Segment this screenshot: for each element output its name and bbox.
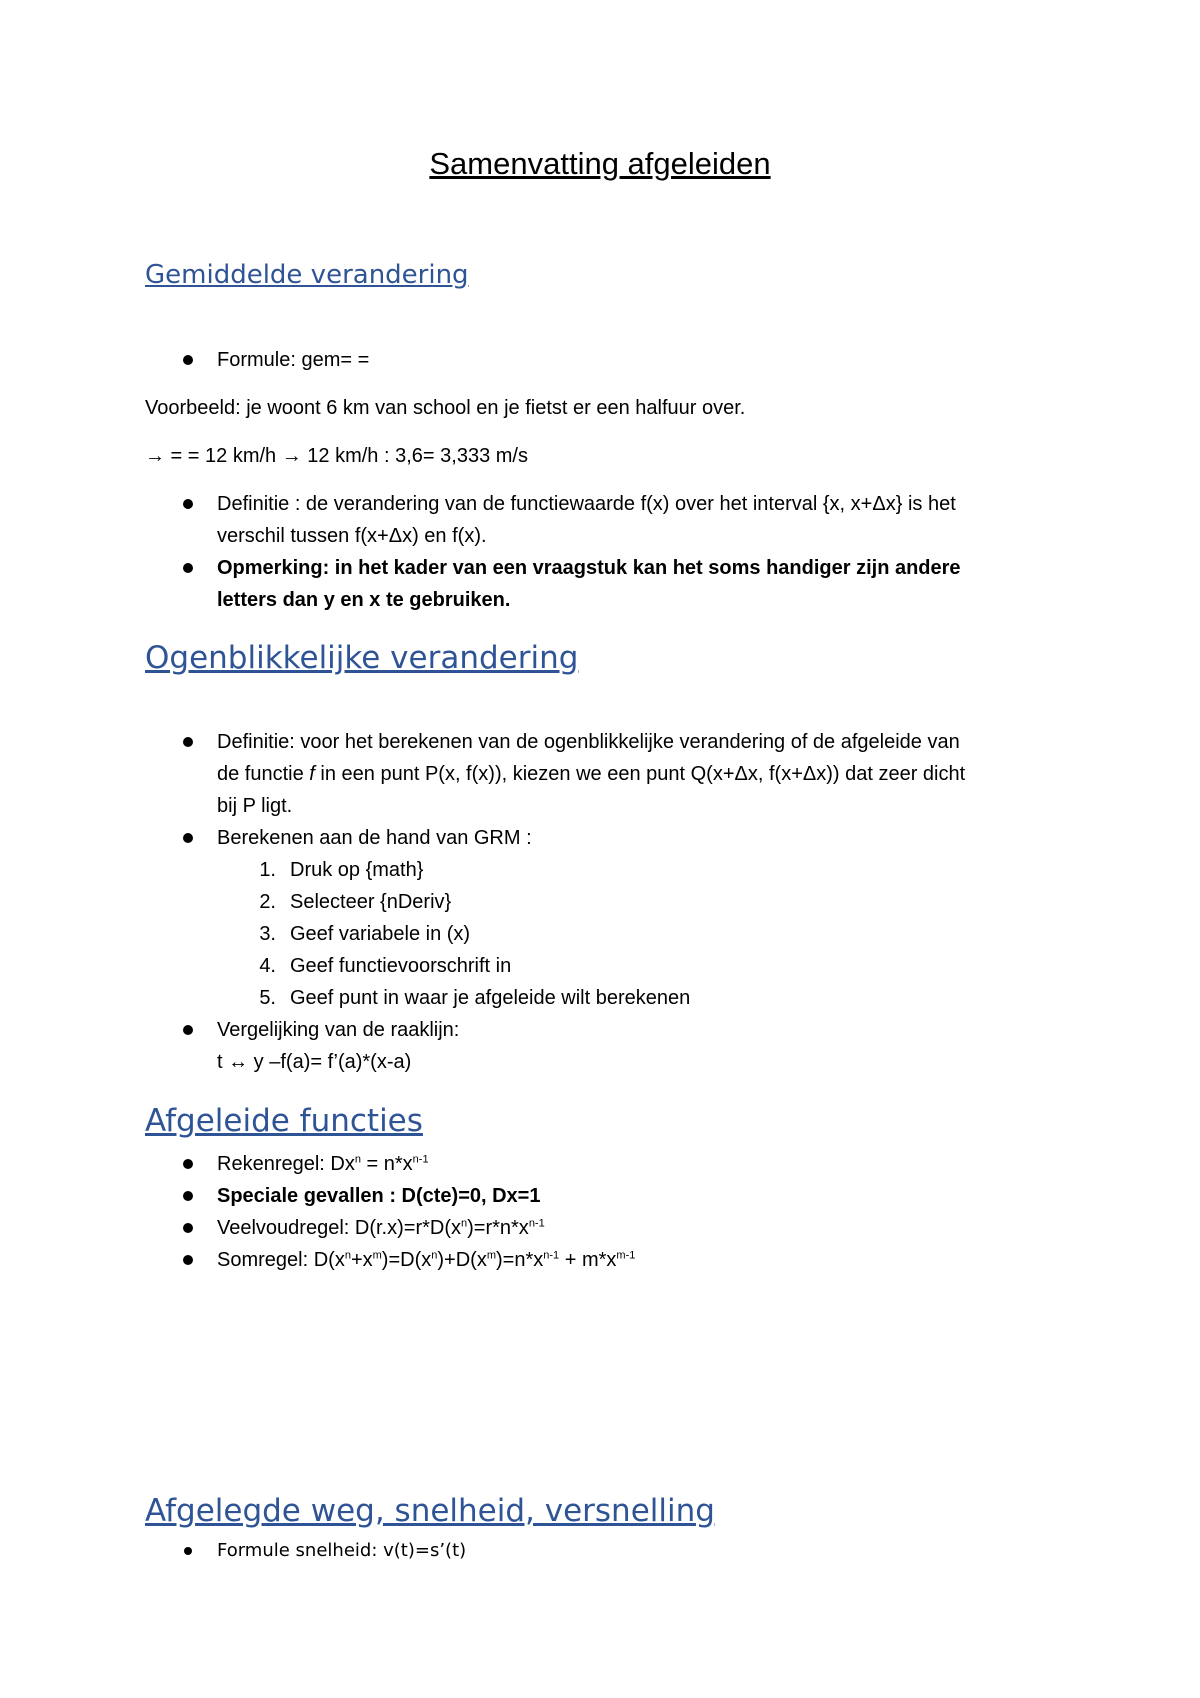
page-title: Samenvatting afgeleiden: [429, 146, 771, 181]
exponent: n: [460, 1217, 468, 1230]
arrow-icon: →: [145, 445, 165, 467]
opmerking-line-1: Opmerking: in het kader van een vraagstuk kan het soms handiger zijn andere: [217, 557, 961, 579]
exponent: n: [354, 1153, 361, 1166]
raaklijn-line-1: Vergelijking van de raaklijn:: [217, 1019, 460, 1041]
exponent: n-1: [543, 1249, 560, 1262]
exponent: n-1: [412, 1153, 429, 1166]
rekenregel-text: Rekenregel: Dx: [217, 1153, 355, 1175]
step-number: 1.: [259, 859, 276, 881]
raaklijn-line-2: t ↔ y –f(a)= f’(a)*(x-a): [217, 1051, 412, 1073]
rekenregel: [217, 1148, 429, 1180]
exponent: m: [486, 1249, 496, 1262]
exponent: n: [431, 1249, 438, 1262]
step-number: 5.: [259, 987, 276, 1009]
bullet-icon: [183, 833, 193, 843]
bullet-icon: [183, 1191, 193, 1201]
exponent: m-1: [616, 1249, 636, 1262]
veelvoud-text: Veelvoudregel: D(r.x)=r*D(x: [217, 1217, 461, 1239]
som-text: )=n*x: [496, 1249, 544, 1271]
somregel: [217, 1244, 635, 1276]
opmerking-line-2: letters dan y en x te gebruiken.: [217, 589, 511, 611]
formule-snelheid: Formule snelheid: v(t)=s’(t): [217, 1540, 467, 1561]
calc-part-1: = = 12 km/h: [165, 445, 282, 467]
som-text: + m*x: [559, 1249, 617, 1271]
step-text: Druk op {math}: [290, 859, 424, 881]
bullet-icon: [184, 1547, 192, 1555]
speciale-gevallen: Speciale gevallen : D(cte)=0, Dx=1: [217, 1185, 541, 1207]
step-text: Geef functievoorschrift in: [290, 955, 512, 977]
rekenregel-text: = n*x: [360, 1153, 413, 1175]
voorbeeld-text: Voorbeeld: je woont 6 km van school en je fietst er een halfuur over.: [145, 397, 746, 419]
def-text-a: de functie: [217, 763, 310, 785]
arrow-icon: →: [281, 445, 302, 467]
exponent: n: [344, 1249, 351, 1262]
calc-part-2: 12 km/h : 3,6= 3,333 m/s: [301, 445, 528, 467]
som-text: )+D(x: [437, 1249, 487, 1271]
grm-text: Berekenen aan de hand van GRM :: [217, 827, 532, 849]
bullet-icon: [183, 563, 193, 573]
bullet-icon: [183, 1159, 193, 1169]
som-text: )=D(x: [381, 1249, 432, 1271]
def-text-b: in een punt P(x, f(x)), kiezen we een punt Q(x+Δx, f(x+Δx)) dat zeer dicht: [314, 763, 966, 785]
heading-afgeleide-functies: Afgeleide functies: [145, 1103, 423, 1139]
heading-ogenblikkelijke-verandering: Ogenblikkelijke verandering: [145, 640, 579, 676]
formule-gem: Formule: gem= =: [217, 349, 370, 371]
heading-gemiddelde-verandering: Gemiddelde verandering: [145, 260, 469, 290]
bullet-icon: [183, 499, 193, 509]
bullet-icon: [183, 737, 193, 747]
bullet-icon: [183, 355, 193, 365]
step-number: 3.: [259, 923, 276, 945]
bullet-icon: [183, 1223, 193, 1233]
exponent: n-1: [528, 1217, 545, 1230]
step-text: Geef punt in waar je afgeleide wilt berekenen: [290, 987, 691, 1009]
step-text: Selecteer {nDeriv}: [290, 891, 452, 913]
definitie-gem-line-2: verschil tussen f(x+Δx) en f(x).: [217, 525, 487, 547]
exponent: m: [372, 1249, 382, 1262]
heading-afgelegde-weg: Afgelegde weg, snelheid, versnelling: [145, 1493, 715, 1529]
step-text: Geef variabele in (x): [290, 923, 471, 945]
definitie-ogen-line-2: [217, 758, 965, 790]
calc-line: [145, 440, 528, 472]
som-text: +x: [350, 1249, 373, 1271]
def-function-f: f: [309, 763, 315, 785]
step-number: 2.: [259, 891, 276, 913]
bullet-icon: [183, 1255, 193, 1265]
definitie-gem-line-1: Definitie : de verandering van de functiewaarde f(x) over het interval {x, x+Δx} is het: [217, 493, 956, 515]
veelvoudregel: [217, 1212, 545, 1244]
veelvoud-text: )=r*n*x: [467, 1217, 529, 1239]
definitie-ogen-line-3: bij P ligt.: [217, 795, 293, 817]
som-text: Somregel: D(x: [217, 1249, 345, 1271]
step-number: 4.: [259, 955, 276, 977]
definitie-ogen-line-1: Definitie: voor het berekenen van de ogenblikkelijke verandering of de afgeleide van: [217, 731, 960, 753]
bullet-icon: [183, 1025, 193, 1035]
